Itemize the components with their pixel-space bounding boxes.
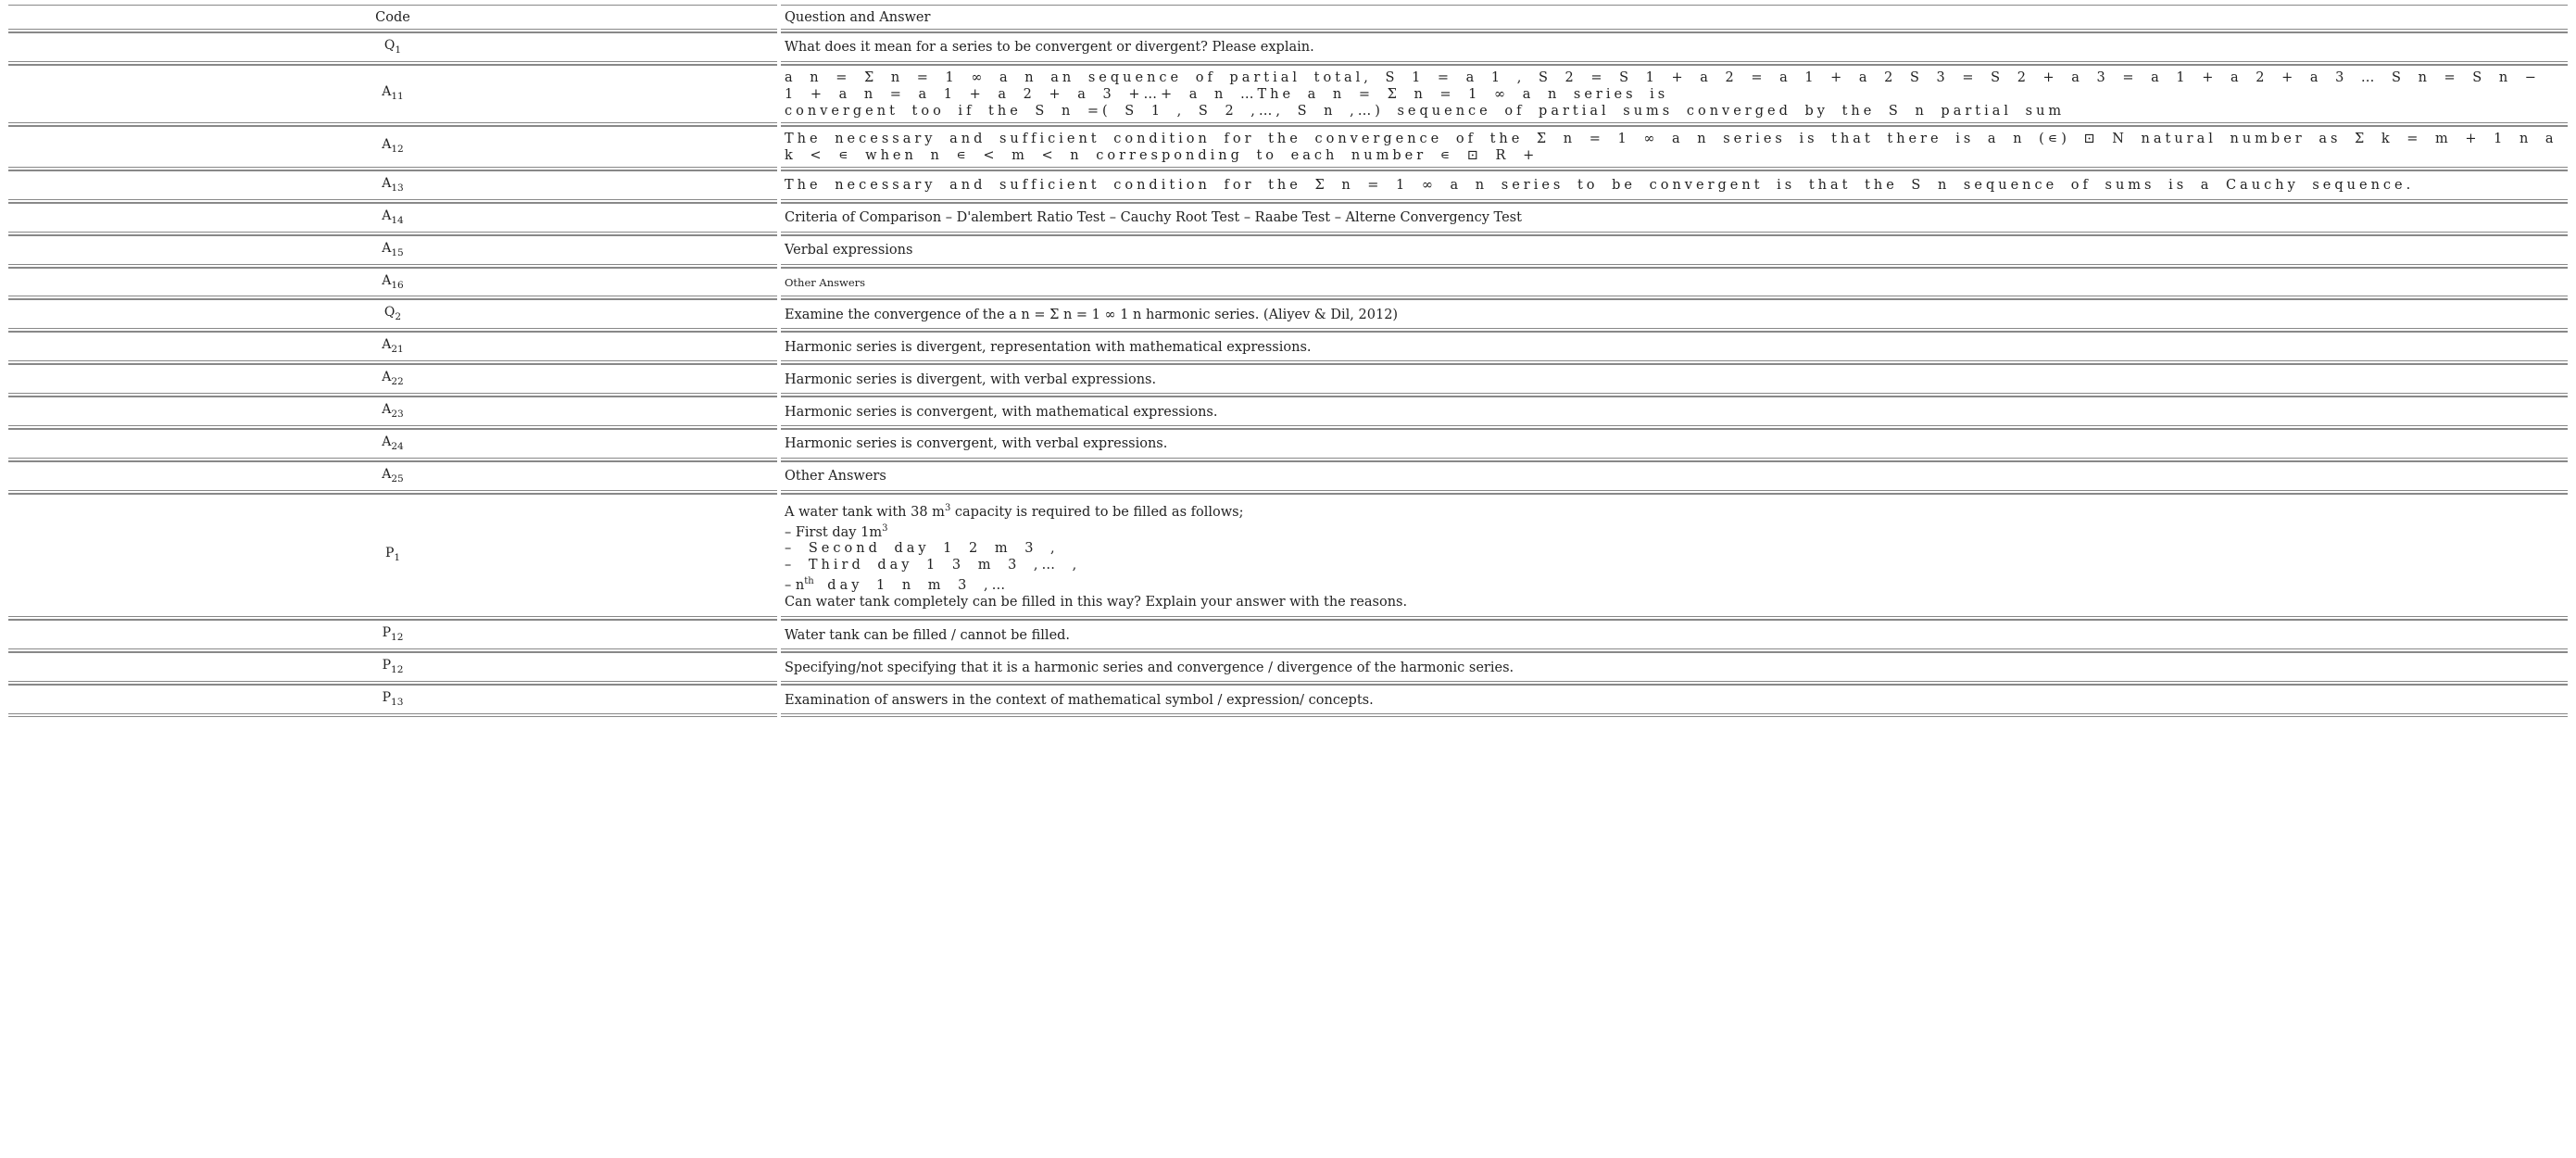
answer-cell: The necessary and sufficient condition for the Σ n = 1 ∞ a n series to be convergent is that the S n sequence of sums is a Cauchy sequence. <box>781 170 2568 203</box>
table-row <box>8 32 2568 65</box>
qa-table-container <box>5 5 2571 717</box>
coding-table <box>5 5 2571 717</box>
table-row <box>8 429 2568 461</box>
answer-cell: Other Answers <box>781 268 2568 300</box>
answer-cell: Other Answers <box>781 461 2568 494</box>
problem-line: – $n^{th}$ day 1 n m 3 ,… <box>785 576 1010 594</box>
code-cell: $P_1$ <box>8 494 777 620</box>
code-cell: $A_{24}$ <box>8 429 777 461</box>
problem-line: – Second day 1 2 m 3 , <box>785 541 1059 557</box>
answer-cell: The necessary and sufficient condition for the convergence of the Σ n = 1 ∞ a n series is that there is a n (∊) ⊡ N natural number as Σ k = m + 1 n a k < ∊ when n ∊ < m < n corresponding to each number ∊ ⊡ R + <box>781 126 2568 170</box>
answer-cell: Verbal expressions <box>781 235 2568 268</box>
table-row <box>8 396 2568 429</box>
code-cell: $A_{23}$ <box>8 396 777 429</box>
answer-cell: Harmonic series is convergent, with mathematical expressions. <box>781 396 2568 429</box>
code-cell: $Q_1$ <box>8 32 777 65</box>
code-cell: $A_{22}$ <box>8 364 777 396</box>
code-cell: $A_{12}$ <box>8 126 777 170</box>
code-cell: $A_{25}$ <box>8 461 777 494</box>
problem-line: – First day $1m^3$ <box>785 522 888 540</box>
table-row <box>8 235 2568 268</box>
table-row <box>8 299 2568 332</box>
code-cell: $P_{12}$ <box>8 620 777 652</box>
table-row <box>8 364 2568 396</box>
problem-line: A water tank with 38 $m^3$ capacity is required to be filled as follows; <box>785 502 1244 520</box>
code-cell: $A_{15}$ <box>8 235 777 268</box>
answer-cell: Harmonic series is convergent, with verbal expressions. <box>781 429 2568 461</box>
code-cell: $A_{13}$ <box>8 170 777 203</box>
answer-cell: Harmonic series is divergent, representation with mathematical expressions. <box>781 332 2568 364</box>
table-row <box>8 170 2568 203</box>
answer-cell: What does it mean for a series to be convergent or divergent? Please explain. <box>781 32 2568 65</box>
answer-cell: Examination of answers in the context of mathematical symbol / expression/ concepts. <box>781 685 2568 717</box>
code-cell: $P_{12}$ <box>8 652 777 685</box>
table-row <box>8 461 2568 494</box>
table-row <box>8 268 2568 300</box>
table-row <box>8 685 2568 717</box>
problem-line: – Third day 1 3 m 3 ,… , <box>785 558 1081 573</box>
answer-cell <box>781 65 2568 126</box>
code-cell: $Q_2$ <box>8 299 777 332</box>
table-row <box>8 126 2568 170</box>
code-cell: $A_{21}$ <box>8 332 777 364</box>
header-code: Code <box>8 5 777 32</box>
answer-cell: Examine the convergence of the a n = Σ n = 1 ∞ 1 n harmonic series. (Aliyev & Dil, 2012) <box>781 299 2568 332</box>
math-line: a n = Σ n = 1 ∞ a n an sequence of partial total, S 1 = a 1 , S 2 = S 1 + a 2 = a 1 + a 2 S 3 = S 2 + a 3 = a 1 + a 2 + a 3 … S n = S n − 1 + a n = a 1 + a 2 + a 3 +…+ a n …The a n = Σ n = 1 ∞ a n series is <box>785 69 2540 102</box>
answer-cell: Water tank can be filled / cannot be filled. <box>781 620 2568 652</box>
code-cell: $A_{11}$ <box>8 65 777 126</box>
header-row <box>8 5 2568 32</box>
math-line: convergent too if the S n =( S 1 , S 2 ,…, S n ,…) sequence of partial sums converged by the S n partial sum <box>785 103 2066 119</box>
header-question-answer: Question and Answer <box>781 5 2568 32</box>
answer-cell: Harmonic series is divergent, with verbal expressions. <box>781 364 2568 396</box>
table-row <box>8 652 2568 685</box>
problem-line: Can water tank completely can be filled in this way? Explain your answer with the reasons. <box>785 595 1408 610</box>
table-row <box>8 203 2568 235</box>
answer-cell: Specifying/not specifying that it is a harmonic series and convergence / divergence of the harmonic series. <box>781 652 2568 685</box>
answer-cell: Criteria of Comparison – D'alembert Ratio Test – Cauchy Root Test – Raabe Test – Alterne Convergency Test <box>781 203 2568 235</box>
table-row <box>8 620 2568 652</box>
code-cell: $P_{13}$ <box>8 685 777 717</box>
table-row <box>8 65 2568 126</box>
problem-cell <box>781 494 2568 620</box>
table-row <box>8 332 2568 364</box>
code-cell: $A_{14}$ <box>8 203 777 235</box>
code-cell: $A_{16}$ <box>8 268 777 300</box>
table-row <box>8 494 2568 620</box>
